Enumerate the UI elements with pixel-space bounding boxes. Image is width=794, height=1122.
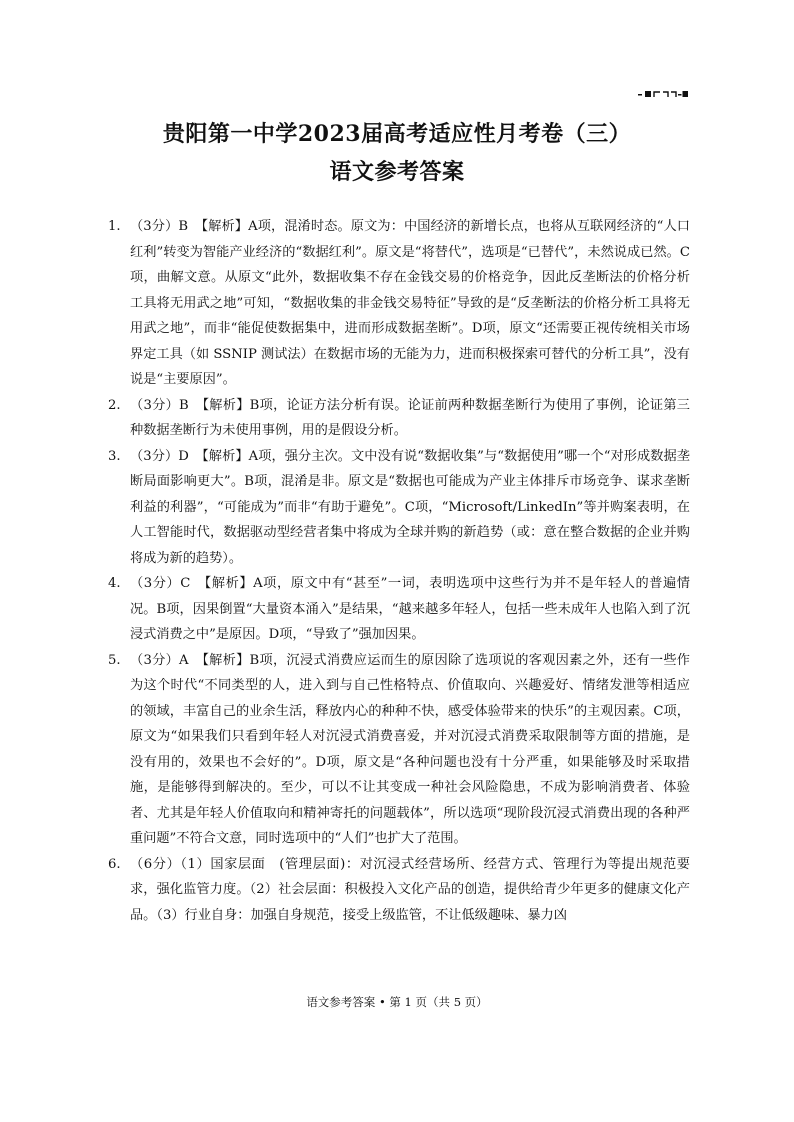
answer-text: （3分）B 【解析】A项，混淆时态。原文为：中国经济的新增长点，也将从互联网经济的“人口红利”转变为智能产业经济的“数据红利”。原文是“将替代”，选项是“已替代”，未然说成已然。C项，曲解文意。从原文“此外，数据收集不存在金钱交易的价格竞争，因此反垄断法的价格分析工具将无用武之地”可知，“数据收集的非金钱交易特征”导致的是“反垄断法的价格分析工具将无用武之地”，而非“能促使数据集中，进而形成数据垄断”。D项，原文“还需要正视传统相关市场界定工具（如 SSNIP 测试法）在数据市场的无能为力，进而积极探索可替代的分析工具”，没有说是“主要原因”。: [130, 219, 690, 387]
answer-number: 3.: [108, 448, 121, 464]
answer-number: 1.: [108, 219, 121, 234]
answer-item-4: [108, 571, 690, 648]
answer-number: 5.: [108, 652, 121, 668]
answer-text: （3分）D 【解析】A项，强分主次。文中没有说“数据收集”与“数据使用”哪一个“对形成数据垄断局面影响更大”。B项，混淆是非。原文是“数据也可能成为产业主体排斥市场竞争、谋求垄断利益的利器”，“可能成为”而非“有助于避免”。C项，“Microsoft/LinkedIn”等并购案表明，在人工智能时代，数据驱动型经营者集中将成为全球并购的新趋势（或：意在整合数据的企业并购将成为新的趋势）。: [130, 448, 690, 566]
answer-number: 4.: [108, 576, 121, 591]
answer-item-5: [108, 648, 690, 852]
document-title: 贵阳第一中学2023届高考适应性月考卷（三）: [162, 121, 632, 147]
document-subtitle: 语文参考答案: [329, 159, 465, 185]
answer-item-1: [108, 214, 690, 393]
answer-list: [108, 214, 690, 928]
answer-item-3: [108, 444, 690, 572]
document-code-marks: [638, 88, 688, 102]
answer-text: （3分）B 【解析】B项，论证方法分析有误。论证前两种数据垄断行为使用了事例，论证第三种数据垄断行为未使用事例，用的是假设分析。: [130, 397, 690, 438]
answer-number: 6.: [108, 856, 121, 872]
answer-item-6: [108, 852, 690, 929]
answer-text: （3分）C 【解析】A项，原文中有“甚至”一词，表明选项中这些行为并不是年轻人的普遍情况。B项，因果倒置“大量资本涌入”是结果，“越来越多年轻人，包括一些未成年人也陷入到了沉浸式消费之中”是原因。D项，“导致了”强加因果。: [130, 576, 690, 642]
answer-text: （3分）A 【解析】B项，沉浸式消费应运而生的原因除了选项说的客观因素之外，还有一些作为这个时代“不同类型的人，进入到与自己性格特点、价值取向、兴趣爱好、情绪发泄等相适应的领域，丰富自己的业余生活，释放内心的种种不快，感受体验带来的快乐”的主观因素。C项，原文为“如果我们只看到年轻人对沉浸式消费喜爱，并对沉浸式消费采取限制等方面的措施，是没有用的，效果也不会好的”。D项，原文是“各种问题也没有十分严重，如果能够及时采取措施，是能够得到解决的。至少，可以不让其变成一种社会风险隐患，不成为影响消费者、体验者、尤其是年轻人价值取向和精神寄托的问题载体”，所以选项“现阶段沉浸式消费出现的各种严重问题”不符合文意，同时选项中的“人们”也扩大了范围。: [130, 652, 690, 846]
page-footer: 语文参考答案 • 第 1 页（共 5 页）: [306, 995, 488, 1009]
answer-number: 2.: [108, 397, 121, 413]
answer-text: （6分）（1）国家层面 (管理层面)：对沉浸式经营场所、经营方式、管理行为等提出规范要求，强化监管力度。（2）社会层面：积极投入文化产品的创造，提供给青少年更多的健康文化产品。（3）行业自身：加强自身规范，接受上级监管，不让低级趣味、暴力凶: [130, 856, 690, 923]
answer-item-2: [108, 393, 690, 444]
